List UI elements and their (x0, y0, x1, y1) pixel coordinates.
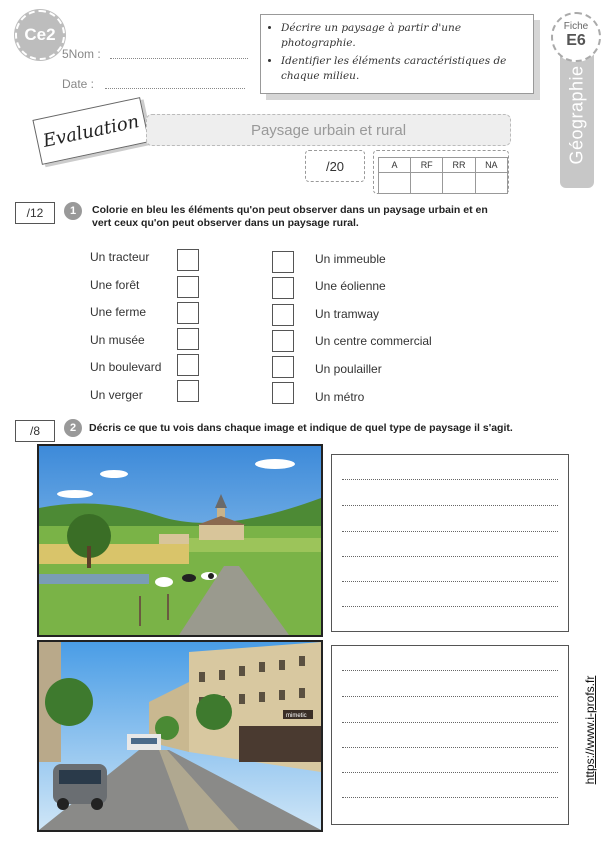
item-left-2: Une forêt (90, 278, 140, 292)
item-left-5: Un boulevard (90, 360, 162, 374)
objective-item: • Décrire un paysage à partir d'une photographie. (281, 21, 525, 51)
grid-cell[interactable] (379, 173, 411, 194)
objective-item: • Identifier les éléments caractéristiques de chaque milieu. (281, 54, 525, 84)
checkbox-right-4[interactable] (272, 330, 294, 352)
exercise2-points: /8 (15, 420, 55, 442)
name-label: 5Nom : (62, 47, 101, 61)
shop-sign: mimetic (286, 713, 307, 719)
grid-cell[interactable] (411, 173, 443, 194)
item-right-5: Un poulailler (315, 362, 382, 376)
checkbox-right-1[interactable] (272, 251, 294, 273)
answer-line[interactable] (342, 696, 558, 697)
answer-line[interactable] (342, 722, 558, 723)
checkbox-right-2[interactable] (272, 277, 294, 299)
answer-line[interactable] (342, 747, 558, 748)
subject-tab (560, 42, 594, 188)
exercise1-number: 1 (64, 202, 82, 220)
date-label: Date : (62, 77, 95, 91)
evaluation-label: Evaluation (32, 97, 149, 165)
site-url[interactable] (578, 650, 602, 810)
urban-landscape-photo (37, 640, 323, 832)
total-score: /20 (305, 150, 365, 182)
item-right-1: Un immeuble (315, 252, 386, 266)
exercise1-points: /12 (15, 202, 55, 224)
item-right-4: Un centre commercial (315, 334, 432, 348)
item-right-6: Un métro (315, 390, 365, 404)
subject-label: Géographie (566, 65, 587, 165)
item-right-3: Un tramway (315, 307, 380, 321)
answer-line[interactable] (342, 581, 558, 582)
rural-answer-box[interactable] (331, 454, 569, 632)
checkbox-left-6[interactable] (177, 380, 199, 402)
answer-line[interactable] (342, 505, 558, 506)
grid-header: RF (411, 158, 443, 173)
checkbox-right-5[interactable] (272, 356, 294, 378)
checkbox-right-3[interactable] (272, 304, 294, 326)
name-field[interactable] (110, 58, 248, 59)
grid-cell[interactable] (443, 173, 475, 194)
checkbox-left-5[interactable] (177, 354, 199, 376)
exercise1-instruction: Colorie en bleu les éléments qu'on peut observer dans un paysage urbain et en vert ceux qu'on peut observer dans un paysage rural. (92, 204, 488, 229)
grid-header: NA (475, 158, 507, 173)
item-left-3: Une ferme (90, 305, 147, 319)
item-left-4: Un musée (90, 333, 145, 347)
checkbox-left-4[interactable] (177, 328, 199, 350)
objectives-box (260, 14, 534, 94)
checkbox-left-2[interactable] (177, 276, 199, 298)
answer-line[interactable] (342, 479, 558, 480)
exercise2-instruction: Décris ce que tu vois dans chaque image et indique de quel type de paysage il s'agit. (89, 422, 513, 434)
urban-answer-box[interactable] (331, 645, 569, 825)
grid-header: RR (443, 158, 475, 173)
answer-line[interactable] (342, 556, 558, 557)
answer-line[interactable] (342, 606, 558, 607)
fiche-label: Fiche (563, 21, 589, 32)
grid-cell[interactable] (475, 173, 507, 194)
checkbox-left-3[interactable] (177, 302, 199, 324)
level-badge: Ce2 (15, 10, 65, 60)
grid-header: A (379, 158, 411, 173)
answer-line[interactable] (342, 531, 558, 532)
date-field[interactable] (105, 88, 245, 89)
checkbox-right-6[interactable] (272, 382, 294, 404)
fiche-badge (551, 12, 601, 62)
item-right-2: Une éolienne (315, 279, 386, 293)
exercise2-number: 2 (64, 419, 82, 437)
checkbox-left-1[interactable] (177, 249, 199, 271)
item-left-6: Un verger (90, 388, 143, 402)
answer-line[interactable] (342, 772, 558, 773)
site-url-text[interactable]: https://www.i-profs.fr (583, 675, 597, 785)
evaluation-grid (373, 150, 509, 194)
item-left-1: Un tracteur (90, 250, 150, 264)
answer-line[interactable] (342, 670, 558, 671)
page-title: Paysage urbain et rural (146, 114, 511, 146)
answer-line[interactable] (342, 797, 558, 798)
rural-landscape-photo (37, 444, 323, 637)
fiche-code: E6 (566, 32, 586, 49)
